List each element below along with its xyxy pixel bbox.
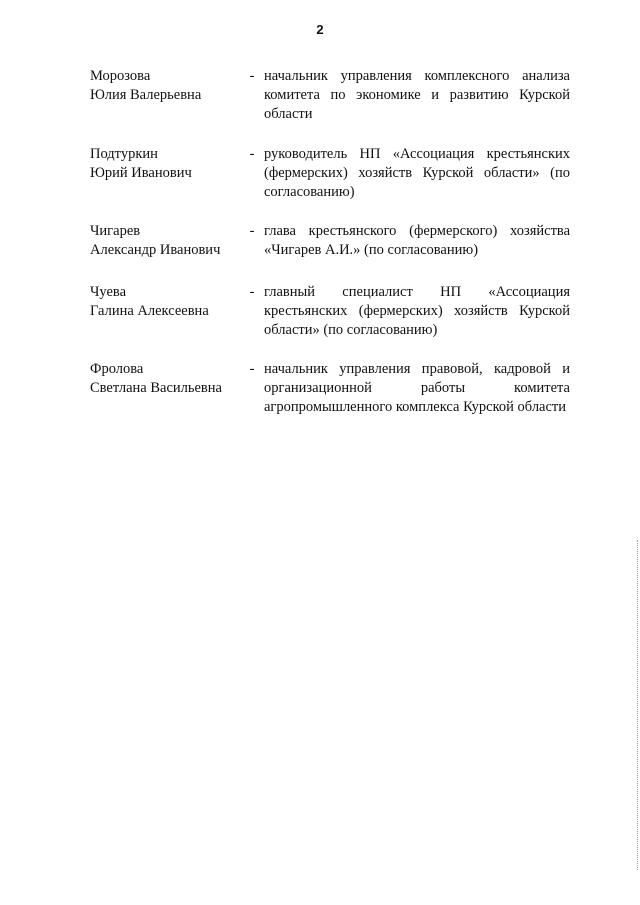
dash-separator: - xyxy=(249,361,255,377)
person-name xyxy=(90,283,240,321)
person-position: главный специалист НП «Ассоциация крестьянских (фермерских) хозяйств Курской области» (по согласованию) xyxy=(264,284,570,338)
person-position: глава крестьянского (фермерского) хозяйства «Чигарев А.И.» (по согласованию) xyxy=(264,223,570,258)
list-item xyxy=(90,67,570,124)
dash-separator: - xyxy=(249,223,255,239)
list-item xyxy=(90,283,570,340)
person-position: начальник управления комплексного анализа комитета по экономике и развитию Курской области xyxy=(264,68,570,122)
members-list xyxy=(90,67,570,438)
person-name xyxy=(90,145,240,183)
person-position: начальник управления правовой, кадровой и организационной работы комитета агропромышленного комплекса Курской области xyxy=(264,361,570,415)
person-surname: Морозова xyxy=(90,68,151,84)
list-item xyxy=(90,145,570,202)
dash-separator: - xyxy=(249,146,255,162)
dash-separator: - xyxy=(249,284,255,300)
person-given-names: Светлана Васильевна xyxy=(90,380,222,396)
scan-edge-marks xyxy=(636,540,638,870)
person-surname: Чигарев xyxy=(90,223,141,239)
dash-separator: - xyxy=(249,68,255,84)
person-position: руководитель НП «Ассоциация крестьянских (фермерских) хозяйств Курской области» (по согласованию) xyxy=(264,146,570,200)
person-surname: Чуева xyxy=(90,284,127,300)
person-surname: Фролова xyxy=(90,361,144,377)
person-name xyxy=(90,360,240,398)
person-surname: Подтуркин xyxy=(90,146,158,162)
list-item xyxy=(90,360,570,417)
person-given-names: Юрий Иванович xyxy=(90,165,192,181)
list-item xyxy=(90,222,570,260)
person-given-names: Юлия Валерьевна xyxy=(90,87,202,103)
person-name xyxy=(90,67,240,105)
page-number: 2 xyxy=(316,22,324,37)
person-given-names: Галина Алексеевна xyxy=(90,303,209,319)
person-given-names: Александр Иванович xyxy=(90,242,221,258)
person-name xyxy=(90,222,240,260)
